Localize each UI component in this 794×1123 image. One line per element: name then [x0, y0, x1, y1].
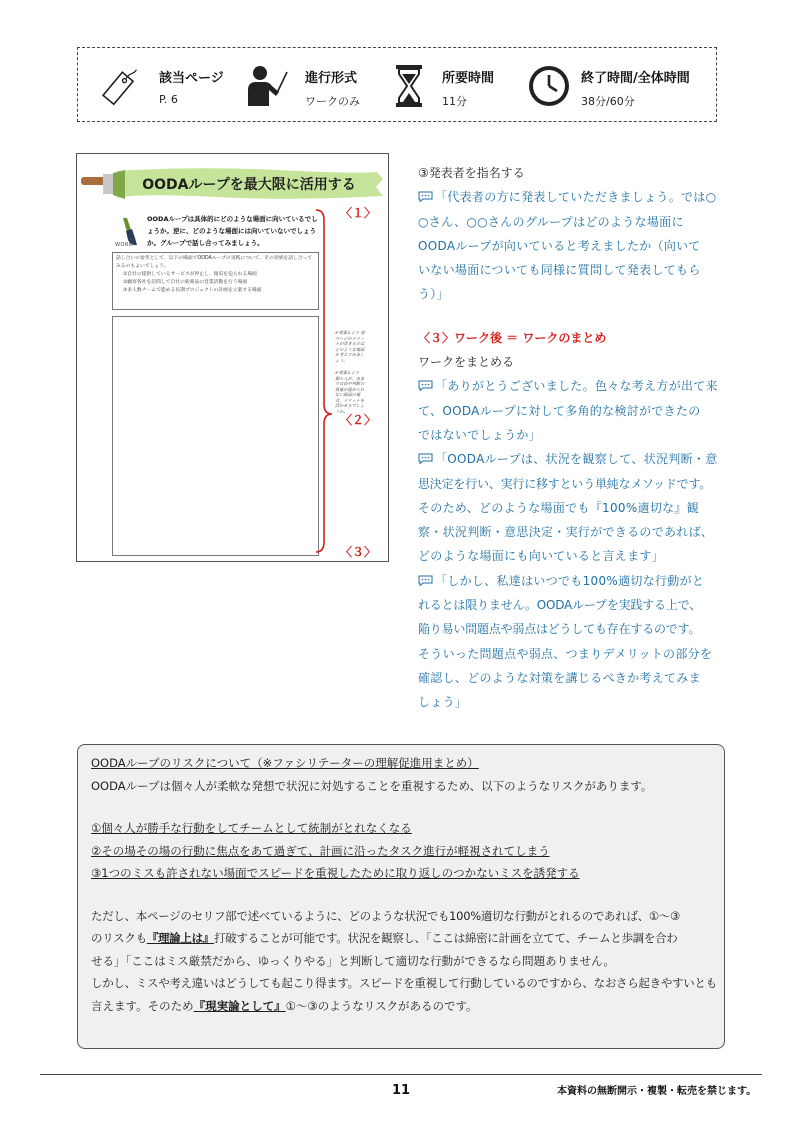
info-end-time — [525, 48, 715, 123]
section-bracket — [314, 208, 336, 554]
bracket-label-2: 〈２〉 — [340, 413, 377, 427]
speech-q3 — [418, 569, 728, 715]
info-page-title: 該当ページ — [159, 71, 224, 86]
section3-heading: 〈３〉ワーク後 ＝ ワークのまとめ — [418, 330, 607, 345]
tag-icon — [96, 62, 144, 110]
info-duration-value: 11分 — [442, 95, 467, 108]
emphasis-reality: 『現実論として』 — [193, 998, 286, 1013]
info-format-value: ワークのみ — [305, 95, 360, 108]
risk-paragraph-line: しかし、ミスや考え違いはどうしても起こり得ます。スピードを重視して行動しているのですから、なおさら起きやすいとも — [91, 976, 717, 990]
info-format-title: 進行形式 — [305, 71, 358, 86]
page-number: 11 — [392, 1083, 411, 1098]
slide-answer-area — [112, 316, 319, 556]
speech-line: いない場面についても同様に質問して発表してもら — [418, 263, 701, 278]
clock-icon — [525, 62, 573, 110]
speech-line: て、OODAループに対して多角的な検討ができたの — [418, 403, 701, 418]
speech-line: 察・状況判断・意思決定・実行ができるのであれば、 — [418, 525, 714, 540]
facilitator-script — [418, 161, 728, 715]
speech-step3 — [418, 185, 728, 306]
copyright-notice: 本資料の無断開示・複製・転売を禁じます。 — [557, 1086, 757, 1097]
info-end-time-title: 終了時間/全体時間 — [581, 71, 690, 86]
risk-paragraph-line: ただし、本ページのセリフ部で述べているように、どのような状況でも100%適切な行動がとれるのであれば、①～③ — [91, 908, 681, 923]
info-format — [241, 48, 381, 123]
footer-divider — [40, 1074, 762, 1075]
speech-line: 「しかし、私達はいつでも100%適切な行動がと — [435, 573, 705, 588]
speech-line: ではないでしょうか」 — [418, 427, 542, 442]
risk-item: ③1つのミスも許されない場面でスピードを重視したために取り返しのつかないミスを誘発する — [91, 866, 580, 880]
slide-title: OODAループを最大限に活用する — [142, 177, 356, 193]
speech-line: 思決定を行い、実行に移すという単純なメソッドです。 — [418, 476, 712, 491]
info-page-value: P. 6 — [159, 93, 178, 106]
speech-bubble-icon — [418, 575, 433, 586]
bracket-label-3: 〈３〉 — [340, 545, 377, 559]
speech-line: どのような場面にも向いていると言えます」 — [418, 549, 665, 564]
speech-line: しょう」 — [418, 695, 468, 710]
speech-q2 — [418, 447, 728, 568]
presenter-icon — [241, 62, 289, 110]
speech-line: ○さん、○○さんのグループはどのような場面に — [418, 214, 684, 229]
risk-item: ②その場その場の行動に焦点をあて過ぎて、計画に沿ったタスク進行が軽視されてしまう — [91, 843, 550, 858]
speech-line: 陥り易い問題点や弱点はどうしても存在するのです。 — [418, 622, 701, 637]
info-end-time-value: 38分/60分 — [581, 95, 635, 108]
risk-paragraph-line: のリスクも『理論上は』打破することが可能です。状況を観察し、「ここは綿密に計画を立てて、チームと歩調を合わ — [91, 931, 678, 945]
speech-line: そういった問題点や弱点、つまりデメリットの部分を — [418, 646, 713, 661]
risk-heading: OODAループのリスクについて（※ファシリテーターの理解促進用まとめ） — [91, 756, 479, 770]
summary-heading: ワークをまとめる — [418, 355, 515, 370]
speech-line: 「OODAループは、状況を観察して、状況判断・意 — [435, 452, 718, 467]
speech-line: 確認し、どのような対策を講じるべきか考えてみま — [418, 670, 701, 685]
step3-heading: ③発表者を指名する — [418, 166, 525, 180]
info-duration-title: 所要時間 — [442, 71, 495, 86]
slide-hint-box — [112, 252, 319, 310]
risk-paragraph-line: せる」「ここはミス厳禁だから、ゆっくりやる」と判断して適切な行動ができるなら問題ありません。 — [91, 953, 615, 968]
slide-hint-note: ✔発案ヒント 個々人が、あまり自由や判断の裁量が認められない場面の場合、メリットを活かせるでしょうか。 — [335, 370, 365, 414]
slide-hint-intro: 話し合いの参考として、以下の場面でOODAループの実践について、その効果を話し合ってみるのもよいでしょう。 — [116, 256, 313, 269]
speech-line: う）」 — [418, 287, 449, 302]
slide-hint-item: ①自社の提供しているサービスが停止し、復旧を迫られる場面 — [123, 272, 257, 277]
speech-bubble-icon — [418, 380, 433, 391]
speech-bubble-icon — [418, 191, 433, 202]
speech-line: れるとは限りません。OODAループを実践する上で、 — [418, 598, 702, 613]
slide-hint-item: ②顧客各社を訪問して自社の新商品の営業活動を行う場面 — [123, 280, 248, 285]
risk-paragraph-line: 言えます。そのため『現実論として』①～③のようなリスクがあるのです。 — [91, 998, 478, 1013]
slide-hint-note: ✔発案ヒント 前ページのメリットが活きるのはどのような場面か考えてみましょう。 — [335, 330, 365, 363]
speech-line: 「代表者の方に発表していただきましょう。では○ — [435, 190, 717, 205]
speech-q1 — [418, 374, 728, 447]
slide-question: OODAループは具体的にどのような場面に向いているでしょうか。逆に、どのような場面には向いていないでしょうか。グループで話し合ってみましょう。 — [147, 215, 318, 247]
slide-hint-item: ③多人数チームで進める長期プロジェクトの計画を立案する場面 — [123, 288, 262, 293]
speech-line: 「ありがとうございました。色々な考え方が出て来 — [435, 379, 718, 394]
work-label: WORK — [115, 242, 133, 248]
info-page — [96, 48, 226, 123]
bracket-label-1: 〈１〉 — [340, 206, 377, 220]
risk-item: ①個々人が勝手な行動をしてチームとして統制がとれなくなる — [91, 821, 412, 835]
emphasis-theory: 『理論上は』 — [146, 931, 214, 945]
risk-intro: OODAループは個々人が柔軟な発想で状況に対処することを重視するため、以下のようなリスクがあります。 — [91, 778, 653, 793]
hourglass-icon — [385, 62, 433, 110]
speech-bubble-icon — [418, 453, 433, 464]
speech-line: OODAループが向いていると考えましたか（向いて — [418, 238, 701, 253]
speech-line: そのため、どのような場面でも『100%適切な』観 — [418, 500, 700, 515]
info-duration — [383, 48, 513, 123]
risk-summary-box — [77, 744, 725, 1049]
session-info-box — [77, 47, 717, 122]
